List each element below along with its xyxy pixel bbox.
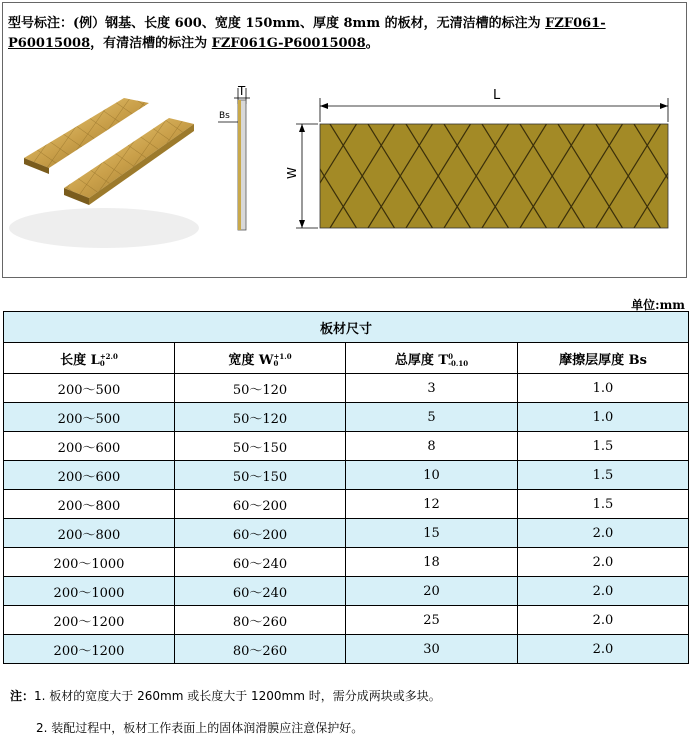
cell-wear-layer: 1.5: [518, 461, 689, 490]
l-label: L: [493, 88, 501, 103]
product-photo: [4, 58, 204, 264]
cell-thickness: 10: [346, 461, 518, 490]
table-row: [4, 635, 689, 664]
cell-length: 200～800: [4, 490, 175, 519]
cell-length: 200～1200: [4, 606, 175, 635]
width-tol-upper: +1.0: [273, 352, 292, 361]
length-header-text: 长度 L: [60, 352, 100, 368]
groove-line: [672, 124, 675, 228]
table-row: [4, 577, 689, 606]
table-caption-row: [4, 312, 689, 343]
cell-length: 200～600: [4, 432, 175, 461]
cell-length: 200～500: [4, 403, 175, 432]
col-header-length: [4, 343, 175, 374]
cell-thickness: 12: [346, 490, 518, 519]
note-2: 2. 装配过程中，板材工作表面上的固体润滑膜应注意保护好。: [36, 721, 364, 735]
note-1-text: 1. 板材的宽度大于 260mm 或长度大于 1200mm 时，需分成两块或多块。: [34, 689, 441, 703]
model-note-prefix: 型号标注：(例）钢基、长度 600、宽度 150mm、厚度 8mm 的板材，无清洁槽的标注为: [8, 16, 546, 31]
cell-wear-layer: 1.5: [518, 490, 689, 519]
model-code-with-groove: FZF061G-P60015008: [211, 36, 366, 51]
length-tolerance: [100, 353, 118, 367]
cell-wear-layer: 1.0: [518, 374, 689, 403]
cell-thickness: 8: [346, 432, 518, 461]
cell-wear-layer: 1.5: [518, 432, 689, 461]
length-tol-upper: +2.0: [99, 352, 118, 361]
cell-length: 200～1000: [4, 548, 175, 577]
cell-length: 200～500: [4, 374, 175, 403]
col-header-width: [175, 343, 346, 374]
length-tol-lower: 0: [99, 359, 105, 368]
table-row: [4, 519, 689, 548]
cell-thickness: 3: [346, 374, 518, 403]
cell-thickness: 18: [346, 548, 518, 577]
cell-length: 200～600: [4, 461, 175, 490]
cell-width: 50～120: [175, 403, 346, 432]
model-code-no-groove: FZF061-P60015008: [8, 16, 606, 51]
thickness-tol-upper: 0: [448, 352, 453, 361]
bs-label: Bs: [219, 111, 230, 121]
table-row: [4, 403, 689, 432]
cell-width: 60～200: [175, 490, 346, 519]
width-header-text: 宽度 W: [228, 352, 274, 368]
cell-thickness: 5: [346, 403, 518, 432]
unit-label: 单位:mm: [631, 298, 685, 312]
thickness-header-text: 总厚度 T: [394, 352, 449, 368]
cell-thickness: 25: [346, 606, 518, 635]
cell-width: 60～240: [175, 548, 346, 577]
cell-wear-layer: 2.0: [518, 548, 689, 577]
model-note: [8, 14, 683, 54]
groove-line: [672, 124, 675, 228]
table-row: [4, 432, 689, 461]
model-note-suffix: 。: [365, 36, 379, 51]
table-header-row: [4, 343, 689, 374]
table-row: [4, 461, 689, 490]
notes-label: 注：: [10, 689, 35, 703]
cell-wear-layer: 1.0: [518, 403, 689, 432]
cell-width: 50～120: [175, 374, 346, 403]
cell-wear-layer: 2.0: [518, 635, 689, 664]
cell-width: 50～150: [175, 461, 346, 490]
cell-length: 200～1000: [4, 577, 175, 606]
model-note-mid: ，有清洁槽的标注为: [90, 36, 212, 51]
plate-size-table: [3, 311, 689, 664]
w-label: W: [284, 167, 299, 179]
col-header-thickness: [346, 343, 518, 374]
cell-thickness: 15: [346, 519, 518, 548]
cell-wear-layer: 2.0: [518, 606, 689, 635]
table-caption: 板材尺寸: [4, 312, 689, 343]
col-header-wear-layer: 摩擦层厚度 Bs: [518, 343, 689, 374]
notes: [10, 680, 441, 744]
cell-width: 80～260: [175, 635, 346, 664]
cell-width: 60～240: [175, 577, 346, 606]
table-row: [4, 374, 689, 403]
note-1: [10, 680, 441, 712]
cell-thickness: 30: [346, 635, 518, 664]
plate-diagram: [290, 88, 675, 234]
cell-wear-layer: 2.0: [518, 519, 689, 548]
cell-length: 200～800: [4, 519, 175, 548]
cell-thickness: 20: [346, 577, 518, 606]
t-label: T: [238, 84, 246, 98]
cell-width: 50～150: [175, 432, 346, 461]
side-view-diagram: [214, 84, 254, 234]
table-row: [4, 490, 689, 519]
width-tol-lower: 0: [273, 359, 279, 368]
width-tolerance: [274, 353, 292, 367]
cell-wear-layer: 2.0: [518, 577, 689, 606]
cell-length: 200～1200: [4, 635, 175, 664]
table-row: [4, 606, 689, 635]
cell-width: 80～260: [175, 606, 346, 635]
table-row: [4, 548, 689, 577]
cell-width: 60～200: [175, 519, 346, 548]
thickness-tol-lower: -0.10: [448, 359, 469, 368]
thickness-tolerance: [448, 353, 468, 367]
